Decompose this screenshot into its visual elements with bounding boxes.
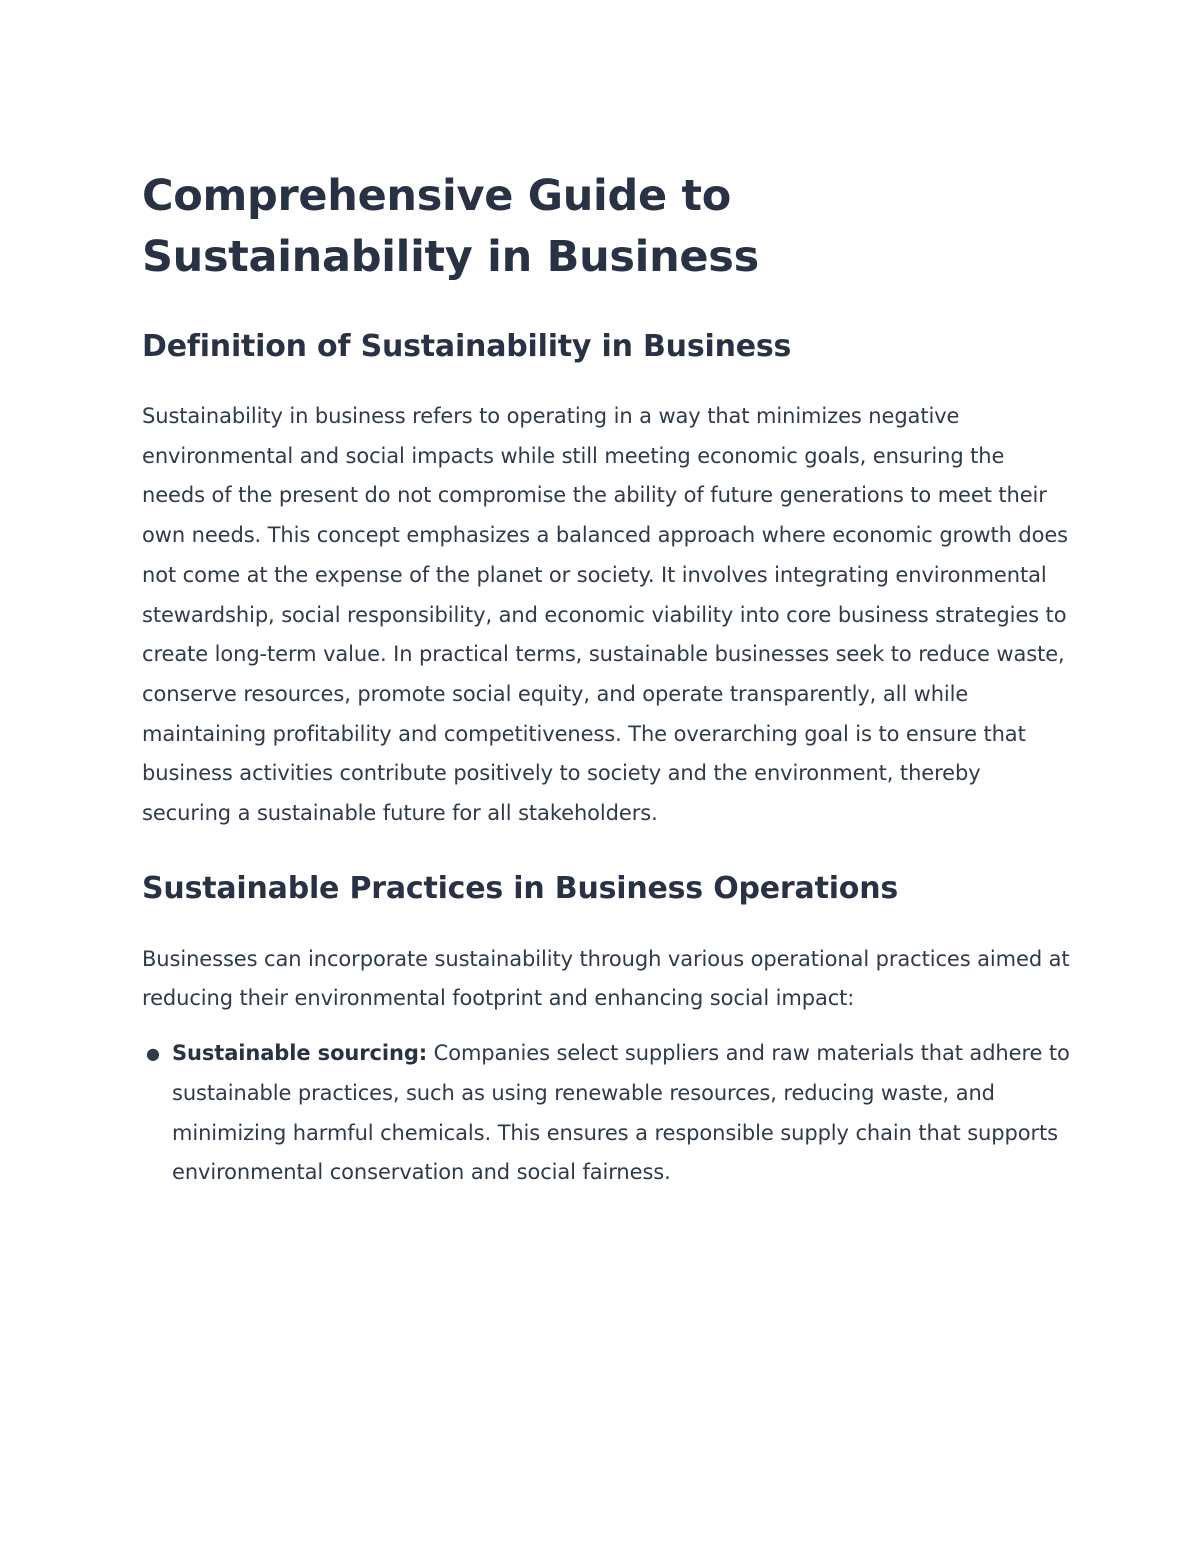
section-heading-definition: Definition of Sustainability in Business: [142, 329, 792, 364]
practices-list: [142, 1034, 1072, 1193]
section-paragraph-practices: Businesses can incorporate sustainability through various operational practices aimed at reducing their environmental footprint and enhancing social impact:: [142, 946, 1070, 1011]
document-title: Comprehensive Guide to Sustainability in Business: [142, 171, 759, 282]
list-item-term: Sustainable sourcing:: [172, 1041, 428, 1066]
bullet-icon: ●: [146, 1044, 160, 1064]
document-page: [142, 166, 1072, 1193]
list-item: [146, 1034, 1072, 1193]
section-heading-practices: Sustainable Practices in Business Operations: [142, 870, 899, 906]
section-paragraph-definition: Sustainability in business refers to operating in a way that minimizes negative environmental and social impacts while still meeting economic goals, ensuring the needs of the present do not compromise the ability of future generations to meet their own needs. This concept emphasizes a balanced approach where economic growth does not come at the expense of the planet or society. It involves integrating environmental stewardship, social responsibility, and economic viability into core business strategies to create long-term value. In practical terms, sustainable businesses seek to reduce waste, conserve resources, promote social equity, and operate transparently, all while maintaining profitability and competitiveness. The overarching goal is to ensure that business activities contribute positively to society and the environment, thereby securing a sustainable future for all stakeholders.: [142, 404, 1069, 826]
list-item-text: Companies select suppliers and raw materials that adhere to sustainable practices, such as using renewable resources, reducing waste, and minimizing harmful chemicals. This ensures a responsible supply chain that supports environmental conservation and social fairness.: [172, 1041, 1070, 1185]
